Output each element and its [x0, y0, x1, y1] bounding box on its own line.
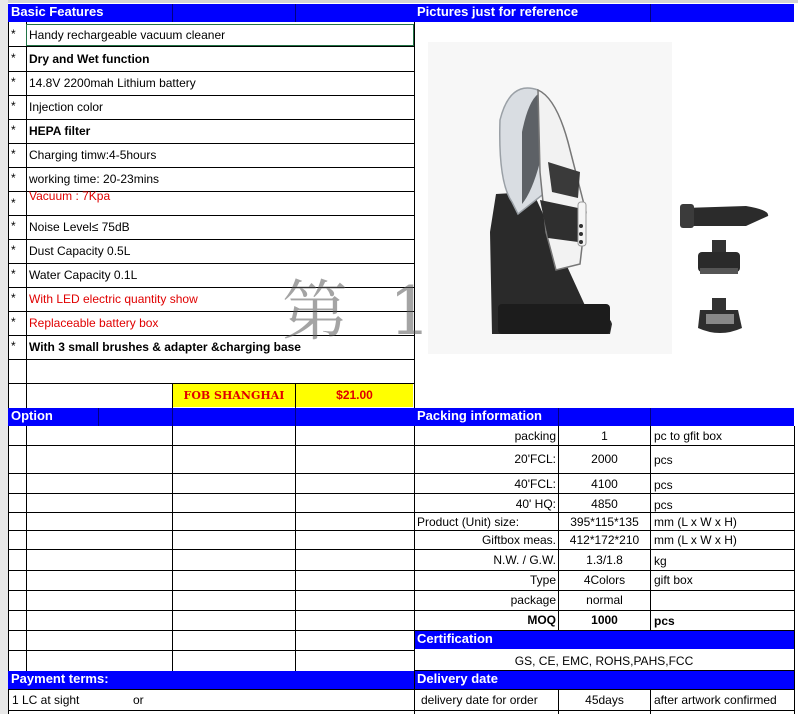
- brush-accessories-icon: [676, 196, 776, 346]
- packing-value[interactable]: 1000: [591, 613, 618, 627]
- delivery-label[interactable]: delivery date for order: [421, 693, 538, 707]
- packing-value[interactable]: normal: [586, 593, 623, 607]
- packing-unit[interactable]: pcs: [654, 478, 673, 492]
- packing-value[interactable]: 4Colors: [583, 573, 626, 587]
- packing-value[interactable]: 412*172*210: [569, 533, 640, 547]
- feature-item[interactable]: Replaceable battery box: [29, 316, 159, 330]
- feature-item[interactable]: Dust Capacity 0.5L: [29, 244, 131, 258]
- packing-unit[interactable]: pcs: [654, 453, 673, 467]
- certification-value[interactable]: GS, CE, EMC, ROHS,PAHS,FCC: [514, 654, 694, 668]
- feature-item[interactable]: Vacuum : 7Kpa: [29, 189, 111, 203]
- bullet: *: [11, 267, 16, 281]
- bullet: *: [11, 196, 16, 210]
- packing-label[interactable]: Giftbox meas.: [481, 533, 556, 547]
- price-terms: FOB SHANGHAI: [183, 389, 285, 402]
- feature-item[interactable]: Charging timw:4-5hours: [29, 148, 157, 162]
- product-picture: [428, 42, 672, 354]
- feature-item[interactable]: HEPA filter: [29, 124, 91, 138]
- feature-item[interactable]: Noise Level≤ 75dB: [29, 220, 130, 234]
- packing-value[interactable]: 4850: [591, 497, 618, 511]
- feature-item[interactable]: working time: 20-23mins: [29, 172, 160, 186]
- feature-item[interactable]: With LED electric quantity show: [29, 292, 198, 306]
- packing-label[interactable]: Product (Unit) size:: [417, 515, 520, 529]
- bullet: *: [11, 315, 16, 329]
- packing-unit[interactable]: mm (L x W x H): [654, 533, 737, 547]
- price-value: $21.00: [336, 388, 373, 402]
- feature-item[interactable]: 14.8V 2200mah Lithium battery: [29, 76, 196, 90]
- packing-label[interactable]: 40'FCL:: [514, 477, 556, 491]
- packing-value[interactable]: 4100: [591, 477, 618, 491]
- delivery-value[interactable]: 45days: [585, 693, 624, 707]
- packing-value[interactable]: 2000: [591, 452, 618, 466]
- packing-unit[interactable]: mm (L x W x H): [654, 515, 737, 529]
- bullet: *: [11, 51, 16, 65]
- pictures-header: Pictures just for reference: [414, 4, 794, 22]
- feature-item[interactable]: Water Capacity 0.1L: [29, 268, 138, 282]
- payment-or[interactable]: or: [133, 693, 144, 707]
- packing-header: Packing information: [414, 408, 794, 426]
- packing-label[interactable]: packing: [514, 429, 556, 443]
- packing-value[interactable]: 1: [601, 429, 608, 443]
- delivery-note[interactable]: after artwork confirmed: [654, 693, 777, 707]
- payment-header: Payment terms:: [8, 671, 414, 689]
- packing-unit[interactable]: pcs: [654, 614, 675, 628]
- payment-value[interactable]: 1 LC at sight: [12, 693, 80, 707]
- packing-label[interactable]: package: [510, 593, 556, 607]
- bullet: *: [11, 219, 16, 233]
- basic-features-header: Basic Features: [8, 4, 414, 22]
- certification-header: Certification: [414, 631, 794, 649]
- bullet: *: [11, 147, 16, 161]
- feature-item[interactable]: Dry and Wet function: [29, 52, 150, 66]
- packing-unit[interactable]: gift box: [654, 573, 693, 587]
- vacuum-cleaner-icon: [428, 42, 672, 354]
- bullet: *: [11, 123, 16, 137]
- feature-item[interactable]: Injection color: [29, 100, 104, 114]
- bullet: *: [11, 291, 16, 305]
- bullet: *: [11, 27, 16, 41]
- delivery-header: Delivery date: [414, 671, 794, 689]
- row-header-strip: [0, 0, 8, 714]
- bullet: *: [11, 243, 16, 257]
- bullet: *: [11, 99, 16, 113]
- option-header: Option: [8, 408, 414, 426]
- packing-unit[interactable]: kg: [654, 554, 667, 568]
- bullet: *: [11, 339, 16, 353]
- packing-label[interactable]: MOQ: [527, 613, 556, 627]
- bullet: *: [11, 171, 16, 185]
- packing-label[interactable]: Type: [529, 573, 556, 587]
- packing-label[interactable]: 40' HQ:: [515, 497, 556, 511]
- feature-item[interactable]: With 3 small brushes & adapter &charging base: [29, 340, 301, 354]
- feature-item[interactable]: Handy rechargeable vacuum cleaner: [29, 28, 226, 42]
- page-watermark: 第 1: [282, 273, 441, 350]
- packing-unit[interactable]: pc to gfit box: [654, 429, 723, 443]
- packing-unit[interactable]: pcs: [654, 498, 673, 512]
- bullet: *: [11, 75, 16, 89]
- packing-label[interactable]: N.W. / G.W.: [493, 553, 556, 567]
- packing-value[interactable]: 1.3/1.8: [586, 553, 623, 567]
- packing-value[interactable]: 395*115*135: [570, 515, 639, 529]
- packing-label[interactable]: 20'FCL:: [514, 452, 556, 466]
